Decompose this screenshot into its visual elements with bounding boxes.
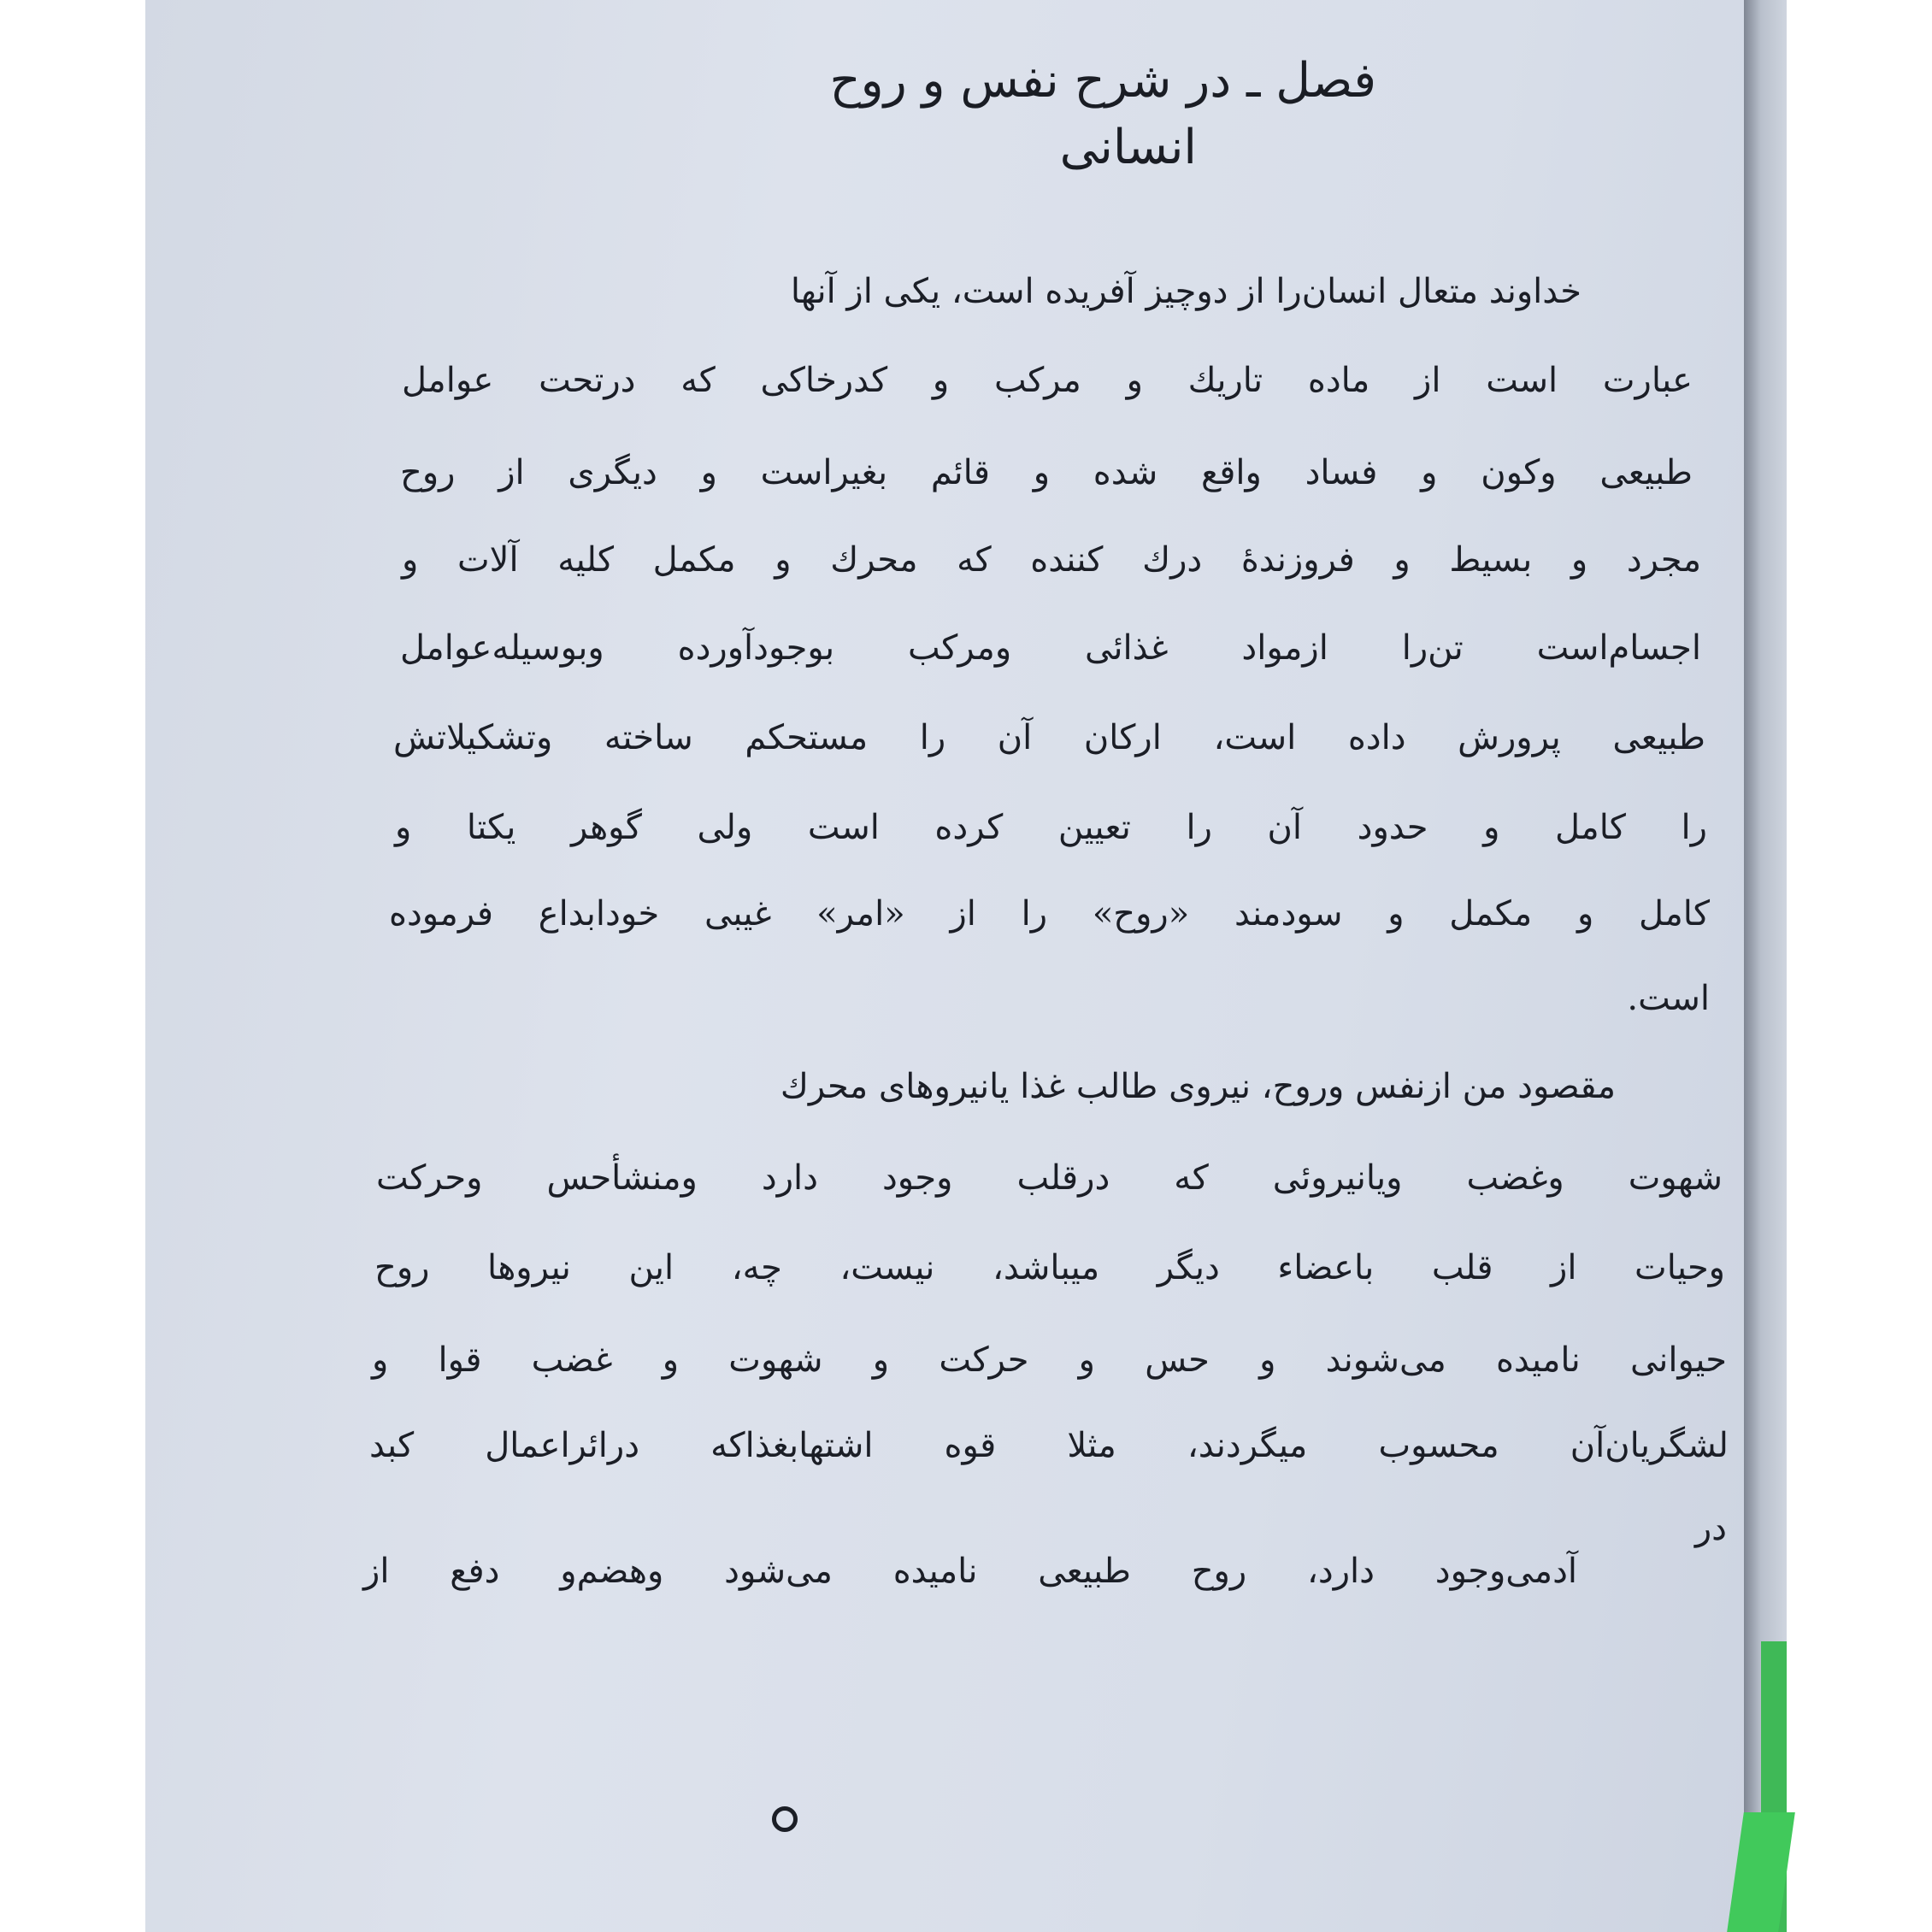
book-page xyxy=(145,0,1744,1932)
paragraph-1-line-6: طبیعی پرورش داده است، ارکان آن را مستحکم ساخته وتشکیلاتش xyxy=(393,718,1705,757)
paragraph-1-line-7: را کامل و حدود آن را تعیین کرده است ولی گوهر یکتا و xyxy=(395,808,1707,847)
page-number xyxy=(772,1806,798,1832)
paragraph-2-line-2: شهوت وغضب ویانیروئی که درقلب وجود دارد ومنشأحس وحرکت xyxy=(376,1158,1723,1198)
paragraph-2-line-5: لشگریان‌آن محسوب میگردند، مثلا قوه اشتهابغذاکه درائراعمال کبد xyxy=(369,1426,1729,1465)
paragraph-2-line-3: وحیات از قلب باعضاء دیگر میباشد، نیست، چه، این نیروها روح xyxy=(374,1248,1725,1287)
paragraph-1-line-8: کامل و مکمل و سودمند «روح» را از «امر» غیبی خودابداع فرموده xyxy=(389,894,1710,934)
paragraph-1-line-4: مجرد و بسیط و فروزندهٔ درك کننده که محرك و مکمل کلیه آلات و xyxy=(402,540,1701,580)
paragraph-2-line-1: مقصود من ازنفس وروح، نیروی طالب غذا یانیروهای محرك xyxy=(780,1067,1616,1106)
paragraph-2-line-4: حیوانی نامیده می‌شوند و حس و حرکت و شهوت و غضب قوا و xyxy=(372,1340,1727,1380)
chapter-title-line-2: انسانی xyxy=(1059,120,1197,175)
paragraph-1-line-1: خداوند متعال انسان‌را از دوچیز آفریده است، یکی از آنها xyxy=(790,272,1582,311)
paragraph-2-line-7: آدمی‌وجود دارد، روح طبیعی نامیده می‌شود وهضم‌و دفع از xyxy=(363,1552,1577,1591)
paragraph-1-line-5: اجسام‌است تن‌را ازمواد غذائی ومرکب بوجودآورده وبوسیله‌عوامل xyxy=(400,628,1701,668)
paragraph-2-line-6: در xyxy=(1694,1509,1727,1548)
paragraph-1-line-2: عبارت است از ماده تاریك و مرکب و کدرخاکی که درتحت عوامل xyxy=(402,361,1693,400)
paragraph-1-line-9: است. xyxy=(1627,979,1710,1018)
chapter-title-line-1: فصل ـ در شرح نفس و روح xyxy=(829,53,1376,109)
paragraph-1-line-3: طبیعی وکون و فساد واقع شده و قائم بغیراست و دیگری از روح xyxy=(400,453,1693,492)
